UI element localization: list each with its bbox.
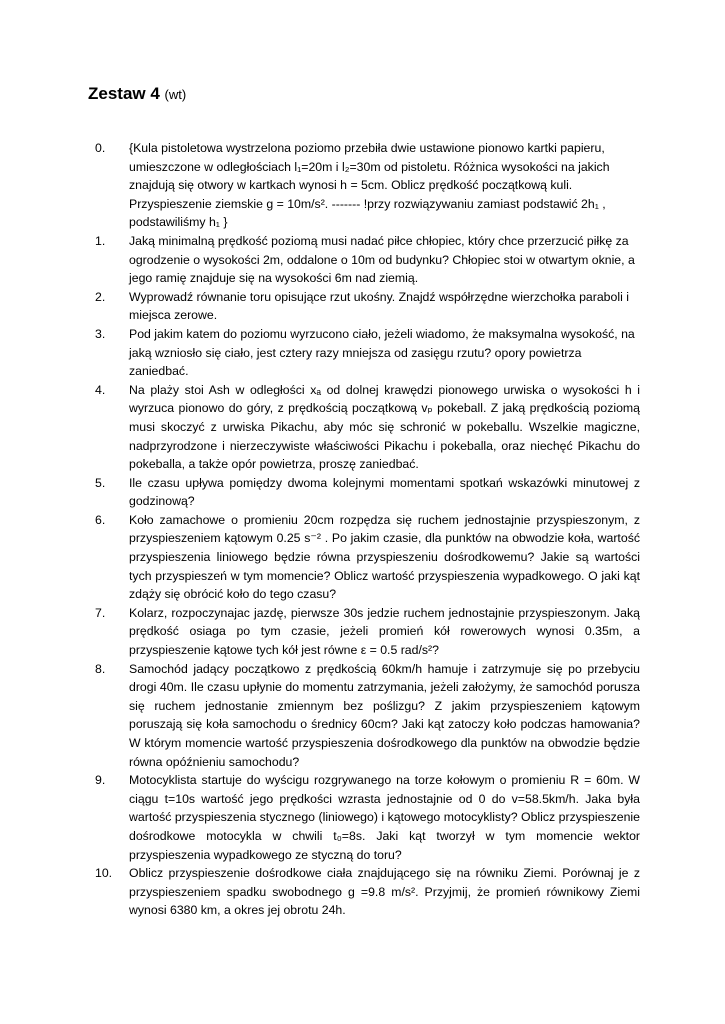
problem-text: Motocyklista startuje do wyścigu rozgrywanego na torze kołowym o promieniu R = 60m. W ciągu t=10s wartość jego prędkości wzrasta jednostajnie od 0 do v=58.5km/h. Jaka była wartość przyspieszenia stycznego (liniowego) i kątowego motocyklisty? Oblicz przyspieszenie dośrodkowe motocykla w chwili t₀=8s. Jaki kąt tworzył w tym momencie wektor przyspieszenia wypadkowego ze styczną do toru? — [129, 773, 640, 862]
problem-item-1 — [95, 232, 640, 288]
problem-item-7 — [95, 604, 640, 660]
problem-number: 7. — [95, 605, 106, 620]
problem-number: 6. — [95, 512, 106, 527]
page-title — [88, 84, 186, 104]
problem-number: 9. — [95, 773, 106, 788]
problem-text: Kolarz, rozpoczynajac jazdę, pierwsze 30s jedzie ruchem jednostajnie przyspieszonym. Jaką prędkość osiaga po tym czasie, jeżeli promień kół rowerowych wynosi 0.35m, a przyspieszenie kątowe tych kół jest równe ε = 0.5 rad/s²? — [129, 605, 640, 658]
problem-item-5 — [95, 474, 640, 511]
problem-text: {Kula pistoletowa wystrzelona poziomo przebiła dwie ustawione pionowo kartki papieru, umieszczone w odległościach l₁=20m i l₂=30m od pistoletu. Różnica wysokości na jakich znajdują się otwory w kartkach wynosi h = 5cm. Oblicz prędkość początkową kuli. Przyspieszenie ziemskie g = 10m/s². ------- !przy rozwiązywaniu zamiast podstawić 2h₁ , podstawiliśmy h₁ } — [129, 141, 610, 230]
problem-text: Koło zamachowe o promieniu 20cm rozpędza się ruchem jednostajnie przyspieszonym, z przyspieszeniem kątowym 0.25 s⁻² . Po jakim czasie, dla punktów na obwodzie koła, wartość przyspieszenia liniowego będzie równa przyspieszeniu dośrodkowemu? Jakie są wartości tych przyspieszeń w tym momencie? Oblicz wartość przyspieszenia wypadkowego. O jaki kąt zdąży się obrócić koło do tego czasu? — [129, 512, 640, 602]
problem-item-9 — [95, 771, 640, 864]
title-main: Zestaw 4 — [88, 84, 160, 103]
problem-item-3 — [95, 325, 640, 381]
problem-item-2 — [95, 288, 640, 325]
problem-text: Oblicz przyspieszenie dośrodkowe ciała znajdującego się na równiku Ziemi. Porównaj je z przyspieszeniem spadku swobodnego g =9.8 m/s². Przyjmij, że promień równikowy Ziemi wynosi 6380 km, a okres jej obrotu 24h. — [129, 866, 640, 918]
problem-item-6 — [95, 511, 640, 604]
problem-list — [95, 139, 640, 920]
problem-number: 4. — [95, 382, 106, 397]
problem-number: 5. — [95, 475, 106, 490]
problem-text: Ile czasu upływa pomiędzy dwoma kolejnymi momentami spotkań wskazówki minutowej z godzinową? — [129, 475, 640, 509]
problem-text: Pod jakim katem do poziomu wyrzucono ciało, jeżeli wiadomo, że maksymalna wysokość, na jaką wzniosło się ciało, jest cztery razy mniejsza od zasięgu rzutu? opory powietrza zaniedbać. — [129, 326, 635, 379]
problem-text: Na plaży stoi Ash w odległości xₐ od dolnej krawędzi pionowego urwiska o wysokości h i wyrzuca pionowo do góry, z prędkością początkową vₚ pokeball. Z jaką prędkością poziomą musi skoczyć z urwiska Pikachu, aby móc się schronić w pokeballu. Wszelkie magiczne, nadprzyrodzone i nierzeczywiste właściwości Pikachu i pokeballa, oraz niechęć Pikachu do pokeballa, a także opór powietrza, proszę zaniedbać. — [129, 382, 640, 472]
title-sub: (wt) — [164, 87, 187, 102]
problem-number: 8. — [95, 661, 106, 676]
problem-item-4 — [95, 381, 640, 474]
problem-number: 0. — [95, 141, 106, 155]
problem-text: Jaką minimalną prędkość poziomą musi nadać piłce chłopiec, który chce przerzucić piłkę za ogrodzenie o wysokości 2m, oddalone o 10m od budynku? Chłopiec stoi w otwartym oknie, a jego ramię znajduje się na wysokości 6m nad ziemią. — [129, 233, 635, 286]
problem-number: 2. — [95, 289, 106, 304]
problem-number: 3. — [95, 326, 106, 341]
problem-item-10 — [95, 864, 640, 920]
problem-item-8 — [95, 660, 640, 772]
problem-text: Wyprowadź równanie toru opisujące rzut ukośny. Znajdź współrzędne wierzchołka paraboli i miejsca zerowe. — [129, 289, 629, 323]
problem-item-0 — [95, 139, 640, 232]
problem-text: Samochód jadący początkowo z prędkością 60km/h hamuje i zatrzymuje się po przebyciu drogi 40m. Ile czasu upłynie do momentu zatrzymania, jeżeli założymy, że samochód porusza się ruchem jednostanie zmiennym bez poślizgu? Z jakim przyspieszeniem kątowym poruszają się koła samochodu o średnicy 60cm? Jaki kąt zatoczy koło podczas hamowania? W którym momencie wartość przyspieszenia dośrodkowego dla punktów na obwodzie będzie równa opóźnieniu samochodu? — [129, 661, 640, 769]
problem-number: 1. — [95, 233, 106, 248]
problem-number: 10. — [95, 866, 113, 881]
